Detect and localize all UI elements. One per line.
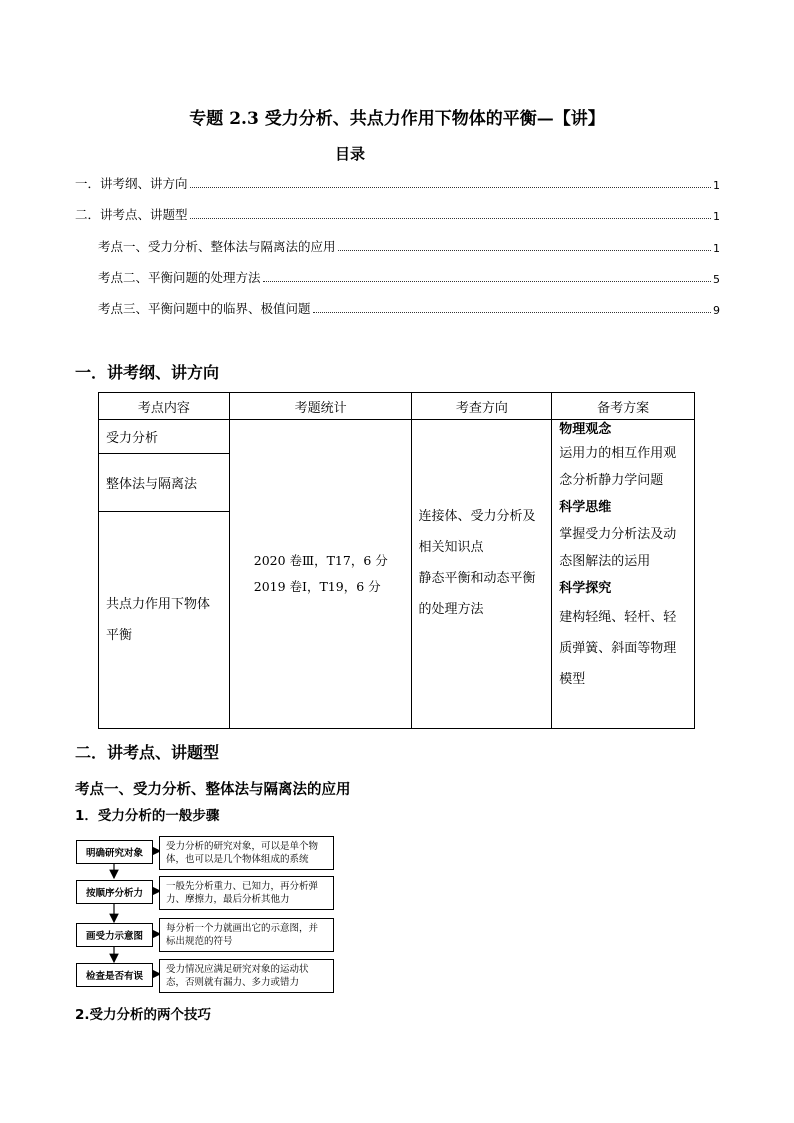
- section-heading: 一．讲考纲、讲方向: [75, 363, 220, 382]
- toc-heading: 目录: [335, 145, 366, 163]
- table-header: 考查方向: [412, 393, 552, 420]
- toc-item[interactable]: 考点二、平衡问题的处理方法 5: [98, 270, 720, 286]
- toc-item[interactable]: 考点三、平衡问题中的临界、极值问题 9: [98, 301, 720, 317]
- point-heading: 考点一、受力分析、整体法与隔离法的应用: [75, 782, 351, 798]
- table-header: 考题统计: [229, 393, 412, 420]
- sub-heading: 2.受力分析的两个技巧: [75, 1007, 212, 1023]
- flow-step: 按顺序分析力: [76, 880, 153, 904]
- flow-step: 画受力示意图: [76, 923, 153, 947]
- table-header: 考点内容: [99, 393, 230, 420]
- flow-description: 受力分析的研究对象，可以是单个物体，也可以是几个物体组成的系统: [159, 836, 334, 870]
- sub-heading: 1．受力分析的一般步骤: [75, 808, 220, 824]
- topic-cell: 共点力作用下物体平衡: [99, 512, 230, 729]
- stats-cell: 2020 卷Ⅲ，T17，6 分 2019 卷Ⅰ，T19，6 分: [229, 420, 412, 729]
- toc-item[interactable]: 二．讲考点、讲题型 1: [75, 207, 720, 223]
- direction-cell: 连接体、受力分析及相关知识点 静态平衡和动态平衡的处理方法: [412, 420, 552, 729]
- toc-item[interactable]: 一．讲考纲、讲方向 1: [75, 176, 720, 192]
- table-header: 备考方案: [552, 393, 695, 420]
- section-heading: 二．讲考点、讲题型: [75, 743, 220, 762]
- flow-description: 受力情况应满足研究对象的运动状态，否则就有漏力、多力或错力: [159, 959, 334, 993]
- toc-item[interactable]: 考点一、受力分析、整体法与隔离法的应用 1: [98, 239, 720, 255]
- flow-description: 每分析一个力就画出它的示意图，并标出规范的符号: [159, 918, 334, 952]
- flow-step: 明确研究对象: [76, 840, 153, 864]
- plan-cell: 物理观念 运用力的相互作用观念分析静力学问题 科学思维 掌握受力分析法及动态图解法的运用 科学探究 建构轻绳、轻杆、轻质弹簧、斜面等物理模型: [552, 420, 695, 729]
- topic-cell: 受力分析: [99, 420, 230, 454]
- flow-description: 一般先分析重力、已知力，再分析弹力、摩擦力，最后分析其他力: [159, 876, 334, 910]
- flow-step: 检查是否有误: [76, 963, 153, 987]
- document-title: 专题 2.3 受力分析、共点力作用下物体的平衡—【讲】: [189, 109, 605, 129]
- topic-cell: 整体法与隔离法: [99, 454, 230, 512]
